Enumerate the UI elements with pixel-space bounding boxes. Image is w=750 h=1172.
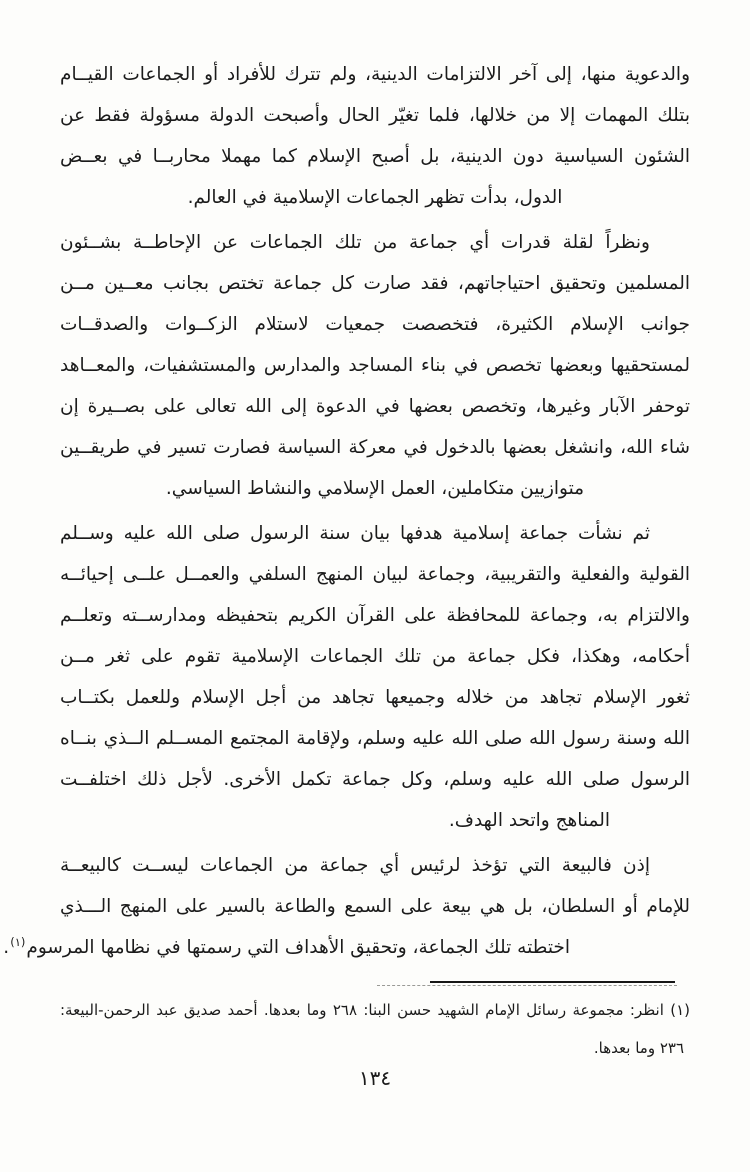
text-line: الرسول صلى الله عليه وسلم، وكل جماعة تكمل الأخرى. لأجل ذلك اختلفــت [60, 769, 690, 790]
paragraph-3 [60, 513, 690, 841]
page-number: ١٣٤ [358, 1066, 392, 1090]
text-line: لمستحقيها وبعضها تخصص في بناء المساجد والمدارس والمستشفيات، والمعــاهد [60, 355, 690, 376]
paragraph-4 [3, 845, 690, 968]
paragraph-2 [60, 222, 690, 509]
text-line: الله وسنة رسول الله صلى الله عليه وسلم، ولإقامة المجتمع المســلم الــذي بنــاه [60, 728, 690, 749]
paragraph-1 [60, 54, 690, 218]
text-line: ثغور الإسلام تجاهد من خلاله وجميعها تجاهد من أجل الإسلام وللعمل بكتــاب [60, 687, 690, 708]
text-line: توحفر الآبار وغيرها، وتخصص بعضها في الدعوة إلى الله تعالى على بصــيرة إن [60, 396, 690, 417]
text-line: المسلمين وتحقيق احتياجاتهم، فقد صارت كل جماعة تختص بجانب معــين مــن [60, 273, 690, 294]
text-line: إذن فالبيعة التي تؤخذ لرئيس أي جماعة من الجماعات ليســت كالبيعــة [60, 855, 650, 876]
text-line: ونظراً لقلة قدرات أي جماعة من تلك الجماعات عن الإحاطــة بشــئون [60, 232, 650, 253]
body-text [3, 54, 690, 972]
text-line: متوازيين متكاملين، العمل الإسلامي والنشاط السياسي. [165, 478, 585, 499]
text-line: جوانب الإسلام الكثيرة، فتخصصت جمعيات لاستلام الزكــوات والصدقــات [60, 314, 690, 335]
text-line: أحكامه، وهكذا، فكل جماعة من تلك الجماعات الإسلامية تقوم على ثغر مــن [60, 646, 690, 667]
text-line: والدعوية منها، إلى آخر الالتزامات الدينية، ولم تترك للأفراد أو الجماعات القيــام [60, 64, 690, 85]
text-line-main: اختطته تلك الجماعة، وتحقيق الأهداف التي رسمتها في نظامها المرسوم [26, 937, 570, 958]
footnote-line: ٢٣٦ وما بعدها. [593, 1039, 684, 1057]
text-line: ثم نشأت جماعة إسلامية هدفها بيان سنة الرسول صلى الله عليه وســلم [60, 523, 650, 544]
text-line: المناهج واتحد الهدف. [448, 810, 610, 831]
text-line: للإمام أو السلطان، بل هي بيعة على السمع والطاعة بالسير على المنهج الـــذي [60, 896, 690, 917]
text-line: الشئون السياسية دون الدينية، بل أصبح الإسلام كما مهملا محاربــا في بعــض [60, 146, 690, 167]
text-line [3, 927, 690, 968]
text-line: القولية والفعلية والتقريبية، وجماعة لبيان المنهج السلفي والعمــل علــى إحيائــه [60, 564, 690, 585]
footnote-ref-marker: (١) [10, 935, 26, 949]
footnote-line: (١) انظر: مجموعة رسائل الإمام الشهيد حسن البنا: ٢٦٨ وما بعدها. أحمد صديق عبد الرحمن-البيعة: [60, 1001, 690, 1019]
text-line: والالتزام به، وجماعة للمحافظة على القرآن الكريم بتحفيظه ومدارســته وتعلــم [60, 605, 690, 626]
footnote-separator-rule [430, 981, 675, 983]
sentence-period: . [3, 937, 10, 958]
footnote [60, 991, 690, 1067]
text-line: بتلك المهمات إلا من خلالها، فلما تغيّر الحال وأصبحت الدولة مسؤولة فقط عن [60, 105, 690, 126]
text-line: الدول، بدأت تظهر الجماعات الإسلامية في العالم. [187, 187, 563, 208]
text-line: شاء الله، وانشغل بعضها بالدخول في معركة السياسة فصارت تسير في طريقــين [60, 437, 690, 458]
